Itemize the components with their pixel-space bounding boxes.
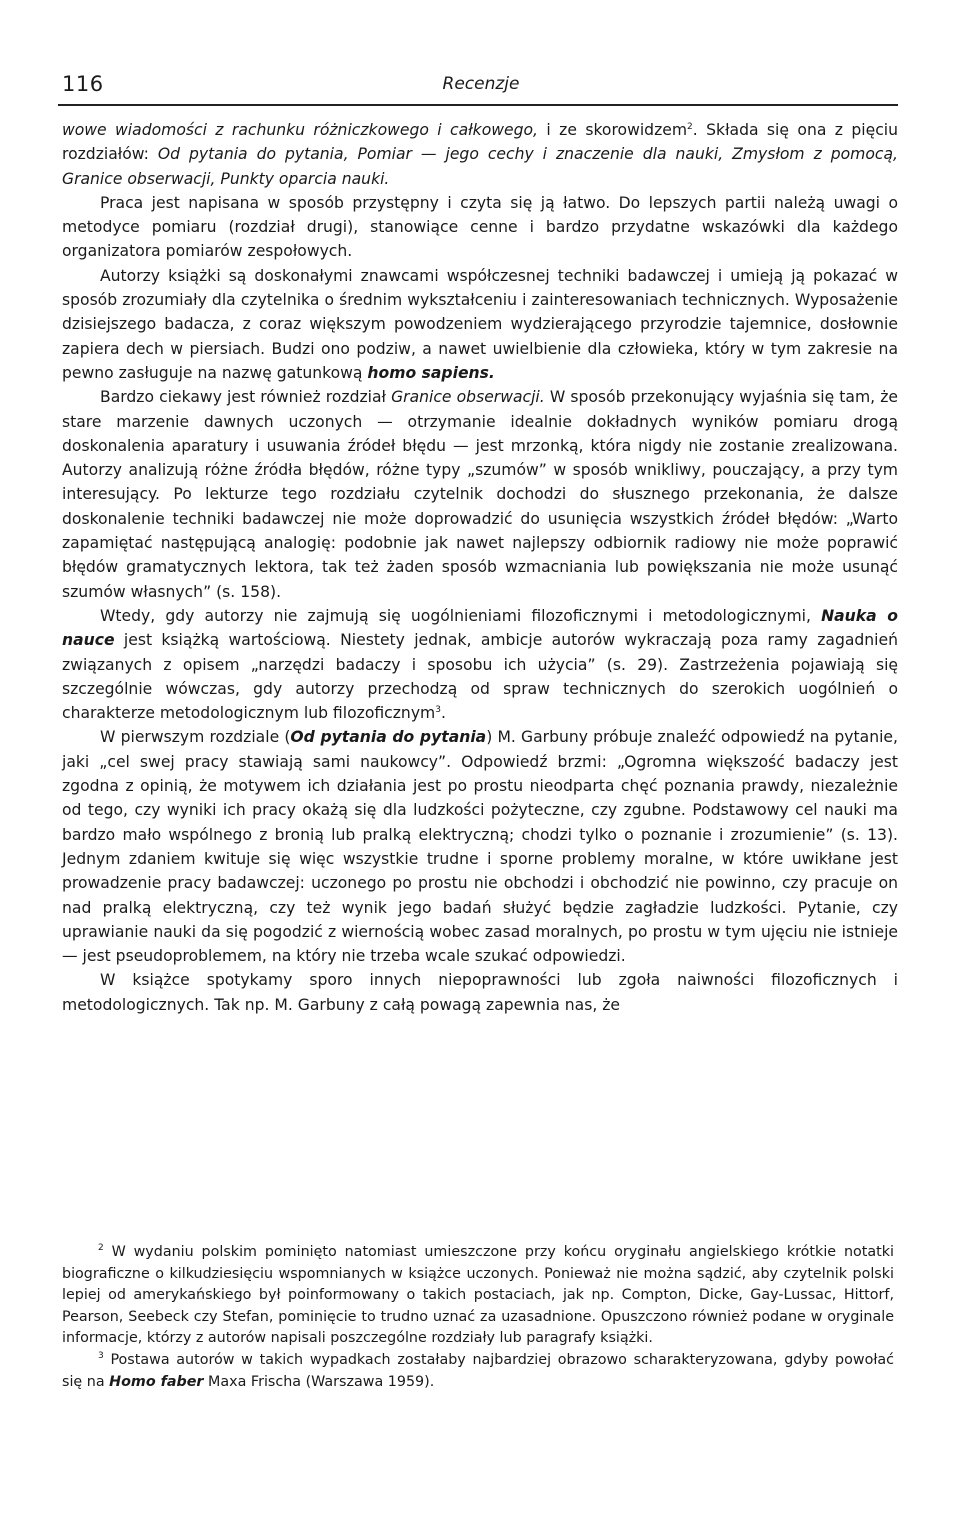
paragraph-5 xyxy=(62,604,898,725)
text-run: Wtedy, gdy autorzy nie zajmują się uogólnieniami filozoficznymi i metodologicznymi, xyxy=(100,606,822,625)
text-run: ) M. Garbuny próbuje znaleźć odpowiedź na pytanie, jaki „cel swej pracy stawiają sami naukowcy”. Odpowiedź brzmi: „Ogromna większość badaczy jest zgodna z opinią, że motywem ich działania jest po prostu nieodparta chęć poznania prawdy, niezależnie od tego, czy wyniki ich pracy okażą się dla ludzkości pożyteczne, czy zgubne. Podstawowy cel nauki ma bardzo mało wspólnego z bronią lub pralką elektryczną; chodzi tylko o poznanie i zrozumienie” (s. 13). Jednym zdaniem kwituje się więc wszystkie trudne i sporne problemy moralne, w które uwikłane jest prowadzenie pracy badawczej: uczonego po prostu nie obchodzi i obchodzić nie powinno, czy pracuje on nad pralką elektryczną, czy też wynik jego badań służyć będzie zagładzie ludzkości. Pytanie, czy uprawianie nauki da się pogodzić z wiernością wobec zasad moralnych, po prostu w tym ujęciu nie istnieje — jest pseudoproblemem, na który nie trzeba wcale szukać odpowiedzi. xyxy=(62,728,898,966)
chapter-list: Od pytania do pytania, Pomiar — jego cechy i znaczenie dla nauki, Zmysłom z pomocą, Granice obserwacji, Punkty oparcia nauki. xyxy=(62,145,898,188)
running-title: Recenzje xyxy=(442,74,520,94)
text-run: i ze skorowidzem xyxy=(537,121,688,139)
page-number: 116 xyxy=(62,72,104,96)
page-header xyxy=(62,72,900,106)
footnote-text: W wydaniu polskim pominięto natomiast umieszczone przy końcu oryginału angielskiego krótkie notatki biograficzne o kilkudziesięciu wspomnianych w książce uczonych. Ponieważ nie można sądzić, aby czytelnik polski lepiej od amerykańskiego był poinformowany o takich postaciach, jak np. Compton, Dicke, Gay-Lussac, Hittorf, Pearson, Seebeck czy Stefan, pominięcie to trudno uznać za uzasadnione. Opuszczono również podane w oryginale informacje, którzy z autorów napisali poszczególne rozdziały lub paragrafy książki. xyxy=(62,1244,894,1347)
text-run: . xyxy=(440,704,446,723)
footnote-3 xyxy=(62,1350,894,1393)
paragraph-3 xyxy=(62,264,898,385)
paragraph-2: Praca jest napisana w sposób przystępny i czyta się ją łatwo. Do lepszych partii należą uwagi o metodyce pomiaru (rozdział drugi), stanowiące cenne i bardzo przydatne wskazówki dla każdego organizatora pomiarów zespołowych. xyxy=(62,193,898,261)
footnote-text: Postawa autorów w takich wypadkach zostałaby najbardziej obrazowo scharakteryzowana, gdyby powołać się na xyxy=(62,1351,894,1390)
text-run: Autorzy książki są doskonałymi znawcami współczesnej techniki badawczej i umieją ją pokazać w sposób zrozumiały dla czytelnika o średnim wykształceniu i zainteresowaniach technicznych. Wyposażenie dzisiejszego badacza, z coraz większym powodzeniem wydzierającego przyrodzie tajemnice, dosłownie zapiera dech w piersiach. Budzi ono podziw, a nawet uwielbienie dla człowieka, który w tym zakresie na pewno zasługuje na nazwę gatunkową xyxy=(62,266,898,382)
header-rule xyxy=(58,104,898,106)
text-italic: Od pytania do pytania xyxy=(290,728,487,747)
text-run: W sposób przekonujący wyjaśnia się tam, że stare marzenie dawnych uczonych — otrzymanie idealnie dokładnych wyników pomiaru drogą doskonalenia aparatury i usuwania źródeł błędu — jest mrzonką, która nigdy nie zostanie zrealizowana. Autorzy analizują różne źródła błędów, różne typy „szumów” w sposób wnikliwy, pouczający, a przy tym interesujący. Po lekturze tego rozdziału czytelnik dochodzi do słusznego przekonania, że dalsze doskonalenie techniki badawczej nie może doprowadzić do usunięcia wszystkich źródeł błędów: „Warto zapamiętać następującą analogię: podobnie jak nawet najlepszy odbiornik radiowy nie może poprawić błędów gramatycznych lektora, tak też żaden sposób wzmacniania lub powiększania nie może usunąć szumów własnych” (s. 158). xyxy=(62,388,899,601)
text-run: . Składa się ona z pięciu rozdziałów: xyxy=(62,121,899,164)
text-run: Bardzo ciekawy jest również rozdział xyxy=(100,388,392,407)
footnote-mark: 3 xyxy=(98,1350,104,1361)
footnote-ref-3: 3 xyxy=(435,705,441,716)
paragraph-4 xyxy=(62,385,898,604)
text-run: jest książką wartościową. Niestety jednak, ambicje autorów wykraczają poza ramy zagadnień związanych z opisem „narzędzi badaczy i sposobu ich użycia” (s. 29). Zastrzeżenia pojawiają się szczególnie wówczas, gdy autorzy przechodzą od spraw technicznych do szerokich uogólnień o charakterze metodologicznym lub filozoficznym xyxy=(62,631,898,723)
footnote-text: Maxa Frischa (Warszawa 1959). xyxy=(203,1373,435,1390)
text-italic: wowe wiadomości z rachunku różniczkowego i całkowego, xyxy=(62,121,538,139)
text-italic: Homo faber xyxy=(109,1373,204,1390)
text-italic: homo sapiens. xyxy=(367,363,495,382)
paragraph-1 xyxy=(62,118,898,191)
footnotes xyxy=(62,1242,894,1393)
text-italic: Granice obserwacji. xyxy=(391,388,545,407)
paragraph-6 xyxy=(62,725,898,968)
paragraph-7: W książce spotykamy sporo innych niepoprawności lub zgoła naiwności filozoficznych i metodologicznych. Tak np. M. Garbuny z całą powagą zapewnia nas, że xyxy=(62,971,898,1014)
footnote-2 xyxy=(62,1242,894,1350)
footnote-ref-2: 2 xyxy=(687,122,693,132)
text-italic: Nauka o nauce xyxy=(62,606,898,650)
article-body xyxy=(62,118,898,1017)
text-run: W pierwszym rozdziale ( xyxy=(100,728,291,747)
footnote-mark: 2 xyxy=(98,1243,104,1253)
